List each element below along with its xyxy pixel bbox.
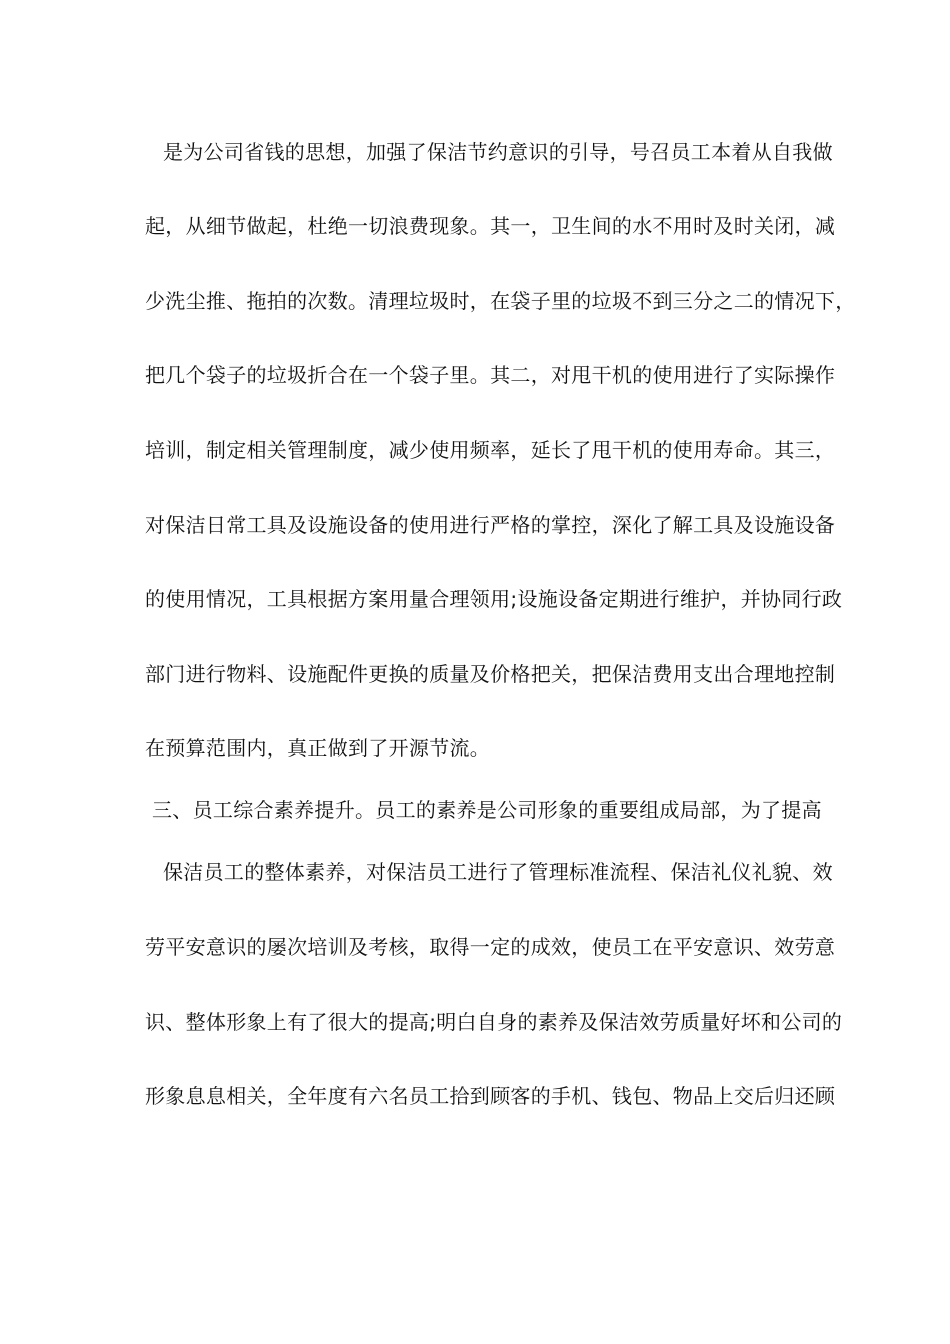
paragraph-line-12: 识、整体形象上有了很大的提高;明白自身的素养及保洁效劳质量好坏和公司的 [145,1010,843,1034]
paragraph-line-1: 是为公司省钱的思想，加强了保洁节约意识的引导，号召员工本着从自我做 [163,140,833,164]
paragraph-line-13: 形象息息相关，全年度有六名员工拾到顾客的手机、钱包、物品上交后归还顾 [145,1084,836,1108]
paragraph-line-11: 劳平安意识的屡次培训及考核，取得一定的成效，使员工在平安意识、效劳意 [145,935,836,959]
paragraph-line-10: 保洁员工的整体素养，对保洁员工进行了管理标准流程、保洁礼仪礼貌、效 [163,860,833,884]
paragraph-line-4: 把几个袋子的垃圾折合在一个袋子里。其二，对甩干机的使用进行了实际操作 [145,363,836,387]
section-heading-line: 三、员工综合素养提升。员工的素养是公司形象的重要组成局部，为了提高 [152,798,822,822]
paragraph-line-9: 在预算范围内，真正做到了开源节流。 [145,736,491,760]
paragraph-line-3: 少洗尘推、拖拍的次数。清理垃圾时，在袋子里的垃圾不到三分之二的情况下， [145,289,856,313]
paragraph-line-8: 部门进行物料、设施配件更换的质量及价格把关，把保洁费用支出合理地控制 [145,662,836,686]
paragraph-line-5: 培训，制定相关管理制度，减少使用频率，延长了甩干机的使用寿命。其三， [145,438,836,462]
paragraph-line-6: 对保洁日常工具及设施设备的使用进行严格的掌控，深化了解工具及设施设备 [145,513,836,537]
paragraph-line-2: 起，从细节做起，杜绝一切浪费现象。其一，卫生间的水不用时及时关闭，减 [145,214,836,238]
paragraph-line-7: 的使用情况，工具根据方案用量合理领用;设施设备定期进行维护，并协同行政 [145,587,843,611]
